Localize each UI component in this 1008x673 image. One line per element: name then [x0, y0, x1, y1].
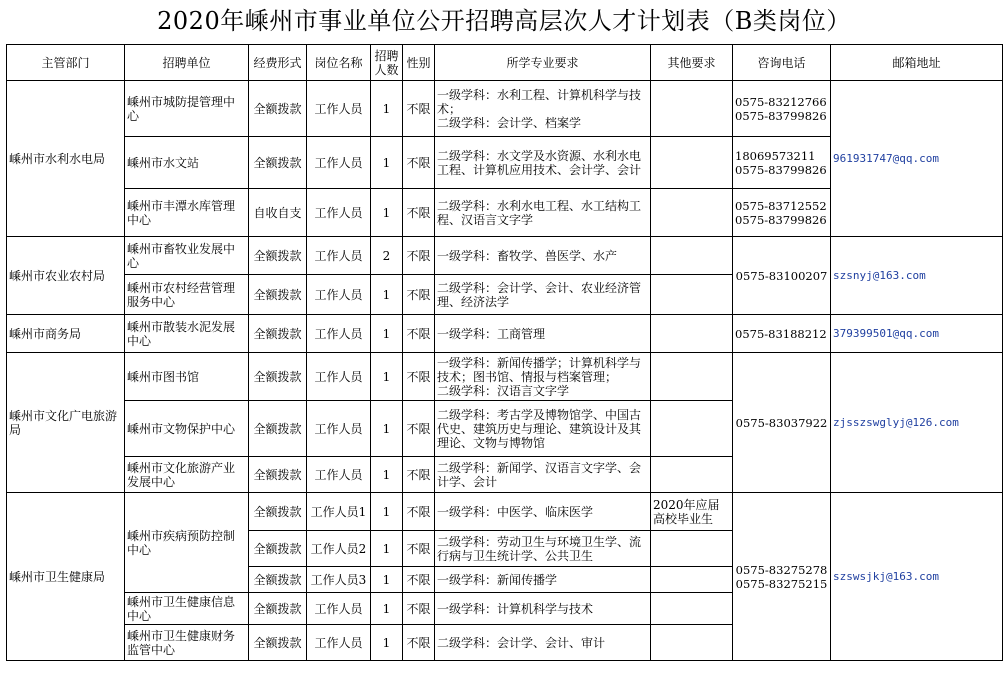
unit-cell: 嵊州市畜牧业发展中心: [125, 237, 249, 275]
fund-cell: 全额拨款: [249, 275, 307, 315]
fund-cell: 全额拨款: [249, 81, 307, 137]
count-cell: 1: [371, 275, 403, 315]
fund-cell: 全额拨款: [249, 625, 307, 661]
dept-cell: 嵊州市水利水电局: [7, 81, 125, 237]
phone-cell: 0575-83100207: [733, 237, 831, 315]
post-cell: 工作人员: [307, 625, 371, 661]
gender-cell: 不限: [403, 353, 435, 401]
header-count: 招聘人数: [371, 45, 403, 81]
major-cell: 二级学科：新闻学、汉语言文字学、会计学、会计: [435, 457, 651, 493]
count-cell: 1: [371, 81, 403, 137]
gender-cell: 不限: [403, 315, 435, 353]
major-cell: 一级学科：水利工程、计算机科学与技术； 二级学科：会计学、档案学: [435, 81, 651, 137]
phone-cell: 18069573211 0575-83799826: [733, 137, 831, 189]
other-cell: [651, 353, 733, 401]
count-cell: 1: [371, 315, 403, 353]
major-cell: 二级学科：会计学、会计、农业经济管理、经济法学: [435, 275, 651, 315]
major-cell: 二级学科：会计学、会计、审计: [435, 625, 651, 661]
count-cell: 1: [371, 401, 403, 457]
header-fund: 经费形式: [249, 45, 307, 81]
unit-cell: 嵊州市卫生健康信息中心: [125, 593, 249, 625]
major-cell: 二级学科：考古学及博物馆学、中国古代史、建筑历史与理论、建筑设计及其理论、文物与博物馆: [435, 401, 651, 457]
unit-cell: 嵊州市散装水泥发展中心: [125, 315, 249, 353]
major-cell: 一级学科：新闻传播学；计算机科学与技术；图书馆、情报与档案管理； 二级学科：汉语言文字学: [435, 353, 651, 401]
other-cell: [651, 567, 733, 593]
major-cell: 二级学科：水利水电工程、水工结构工程、汉语言文字学: [435, 189, 651, 237]
post-cell: 工作人员2: [307, 531, 371, 567]
fund-cell: 全额拨款: [249, 493, 307, 531]
header-other: 其他要求: [651, 45, 733, 81]
dept-cell: 嵊州市农业农村局: [7, 237, 125, 315]
gender-cell: 不限: [403, 137, 435, 189]
gender-cell: 不限: [403, 593, 435, 625]
other-cell: [651, 81, 733, 137]
major-cell: 二级学科：水文学及水资源、水利水电工程、计算机应用技术、会计学、会计: [435, 137, 651, 189]
post-cell: 工作人员: [307, 315, 371, 353]
header-post: 岗位名称: [307, 45, 371, 81]
other-cell: [651, 275, 733, 315]
unit-cell: 嵊州市文化旅游产业发展中心: [125, 457, 249, 493]
other-cell: [651, 593, 733, 625]
other-cell: [651, 457, 733, 493]
header-dept: 主管部门: [7, 45, 125, 81]
table-row: [7, 493, 1003, 531]
major-cell: 一级学科：工商管理: [435, 315, 651, 353]
dept-cell: 嵊州市卫生健康局: [7, 493, 125, 661]
gender-cell: 不限: [403, 275, 435, 315]
email-cell: zjsszswglyj@126.com: [831, 353, 1003, 493]
phone-cell: 0575-83037922: [733, 353, 831, 493]
fund-cell: 全额拨款: [249, 353, 307, 401]
post-cell: 工作人员: [307, 81, 371, 137]
post-cell: 工作人员: [307, 401, 371, 457]
page-title: 2020年嵊州市事业单位公开招聘高层次人才计划表（B类岗位）: [157, 7, 851, 35]
post-cell: 工作人员1: [307, 493, 371, 531]
fund-cell: 自收自支: [249, 189, 307, 237]
major-cell: 一级学科：新闻传播学: [435, 567, 651, 593]
other-cell: [651, 531, 733, 567]
header-row: [7, 45, 1003, 81]
email-cell: 379399501@qq.com: [831, 315, 1003, 353]
major-cell: 一级学科：中医学、临床医学: [435, 493, 651, 531]
recruitment-table: [6, 44, 1003, 661]
phone-cell: 0575-83712552 0575-83799826: [733, 189, 831, 237]
other-cell: [651, 315, 733, 353]
unit-cell: 嵊州市图书馆: [125, 353, 249, 401]
gender-cell: 不限: [403, 189, 435, 237]
table-row: [7, 315, 1003, 353]
major-cell: 一级学科：畜牧学、兽医学、水产: [435, 237, 651, 275]
fund-cell: 全额拨款: [249, 457, 307, 493]
unit-cell: 嵊州市文物保护中心: [125, 401, 249, 457]
other-cell: [651, 401, 733, 457]
post-cell: 工作人员: [307, 593, 371, 625]
major-cell: 二级学科：劳动卫生与环境卫生学、流行病与卫生统计学、公共卫生: [435, 531, 651, 567]
table-row: [7, 81, 1003, 137]
fund-cell: 全额拨款: [249, 401, 307, 457]
unit-cell: 嵊州市卫生健康财务监管中心: [125, 625, 249, 661]
count-cell: 1: [371, 531, 403, 567]
other-cell: [651, 625, 733, 661]
header-major: 所学专业要求: [435, 45, 651, 81]
fund-cell: 全额拨款: [249, 237, 307, 275]
fund-cell: 全额拨款: [249, 567, 307, 593]
unit-cell: 嵊州市城防提管理中心: [125, 81, 249, 137]
phone-cell: 0575-83212766 0575-83799826: [733, 81, 831, 137]
other-cell: [651, 237, 733, 275]
post-cell: 工作人员: [307, 137, 371, 189]
fund-cell: 全额拨款: [249, 137, 307, 189]
gender-cell: 不限: [403, 531, 435, 567]
unit-cell: 嵊州市农村经营管理服务中心: [125, 275, 249, 315]
header-gender: 性别: [403, 45, 435, 81]
header-unit: 招聘单位: [125, 45, 249, 81]
table-row: [7, 237, 1003, 275]
count-cell: 1: [371, 457, 403, 493]
gender-cell: 不限: [403, 625, 435, 661]
phone-cell: 0575-83188212: [733, 315, 831, 353]
count-cell: 1: [371, 493, 403, 531]
other-cell: [651, 137, 733, 189]
phone-cell: 0575-83275278 0575-83275215: [733, 493, 831, 661]
fund-cell: 全额拨款: [249, 531, 307, 567]
fund-cell: 全额拨款: [249, 315, 307, 353]
post-cell: 工作人员: [307, 237, 371, 275]
header-phone: 咨询电话: [733, 45, 831, 81]
count-cell: 1: [371, 625, 403, 661]
post-cell: 工作人员: [307, 189, 371, 237]
email-cell: 961931747@qq.com: [831, 81, 1003, 237]
post-cell: 工作人员3: [307, 567, 371, 593]
unit-cell: 嵊州市疾病预防控制中心: [125, 493, 249, 593]
header-email: 邮箱地址: [831, 45, 1003, 81]
unit-cell: 嵊州市水文站: [125, 137, 249, 189]
count-cell: 1: [371, 593, 403, 625]
gender-cell: 不限: [403, 81, 435, 137]
gender-cell: 不限: [403, 457, 435, 493]
count-cell: 1: [371, 353, 403, 401]
post-cell: 工作人员: [307, 457, 371, 493]
email-cell: szswsjkj@163.com: [831, 493, 1003, 661]
gender-cell: 不限: [403, 401, 435, 457]
unit-cell: 嵊州市丰潭水库管理中心: [125, 189, 249, 237]
other-cell: 2020年应届高校毕业生: [651, 493, 733, 531]
dept-cell: 嵊州市商务局: [7, 315, 125, 353]
gender-cell: 不限: [403, 493, 435, 531]
count-cell: 1: [371, 137, 403, 189]
table-row: [7, 353, 1003, 401]
fund-cell: 全额拨款: [249, 593, 307, 625]
gender-cell: 不限: [403, 237, 435, 275]
count-cell: 2: [371, 237, 403, 275]
other-cell: [651, 189, 733, 237]
count-cell: 1: [371, 189, 403, 237]
count-cell: 1: [371, 567, 403, 593]
gender-cell: 不限: [403, 567, 435, 593]
post-cell: 工作人员: [307, 353, 371, 401]
email-cell: szsnyj@163.com: [831, 237, 1003, 315]
dept-cell: 嵊州市文化广电旅游局: [7, 353, 125, 493]
post-cell: 工作人员: [307, 275, 371, 315]
major-cell: 一级学科：计算机科学与技术: [435, 593, 651, 625]
